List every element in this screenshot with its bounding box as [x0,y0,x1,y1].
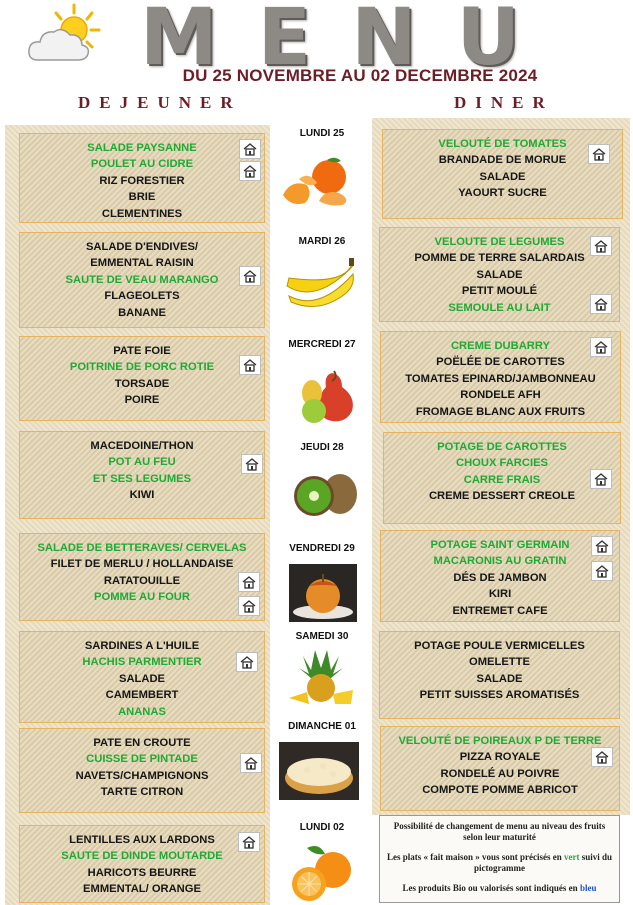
menu-item: BRIE [128,191,156,204]
orange-photo [285,840,357,902]
menu-item: FILET DE MERLU / HOLLANDAISE [50,558,234,571]
menu-item: HACHIS PARMENTIER [82,656,202,669]
title-letter-u: U [456,0,520,83]
homemade-house-icon [588,144,610,164]
menu-item: RONDELÉ AU POIVRE [440,767,560,780]
dinner-menu-box-4 [383,432,621,524]
day-label-mardi-26: MARDI 26 [298,236,346,247]
menu-item: VELOUTÉ DE POIREAUX P DE TERRE [398,735,602,747]
note-organic-blue-word: bleu [579,883,597,893]
lunch-header: DEJEUNER [78,93,242,112]
menu-item: VELOUTE DE LEGUMES [434,236,565,248]
homemade-house-icon [240,753,262,773]
note-homemade-green-word: vert [563,852,580,862]
dinner-menu-box-6 [379,631,620,719]
homemade-house-icon [238,832,260,852]
dinner-menu-box-1 [382,129,623,219]
lunch-menu-box-4 [19,431,265,519]
kiwi-photo [290,470,360,518]
menu-item: POËLÉE DE CAROTTES [436,356,565,369]
day-label-lundi-25: LUNDI 25 [299,128,345,139]
lunch-menu-box-7 [19,728,265,813]
title-letter-m: M [140,0,218,83]
note-fruit-maturity: Possibilité de changement de menu au niveau des fruits selon leur maturité [393,821,606,842]
menu-item: SALADE [479,170,526,183]
menu-item: NAVETS/CHAMPIGNONS [75,769,209,782]
homemade-house-icon [238,572,260,592]
menu-item: CHOUX FARCIES [456,457,548,470]
menu-item: COMPOTE POMME ABRICOT [422,784,578,797]
menu-item: SALADE [476,268,523,281]
menu-item: TORSADE [114,377,170,390]
menu-item: SALADE DE BETTERAVES/ CERVELAS [37,542,247,554]
menu-item: CREME DUBARRY [450,340,551,352]
date-range: DU 25 NOVEMBRE AU 02 DECEMBRE 2024 [182,66,538,85]
menu-item: CREME DESSERT CREOLE [428,490,576,503]
menu-item: RATATOUILLE [103,574,181,587]
menu-item: RIZ FORESTIER [99,174,185,187]
day-label-dimanche-01: DIMANCHE 01 [288,721,356,732]
day-label-samedi-30: SAMEDI 30 [295,631,349,642]
title-letter-e: E [257,0,312,83]
menu-item: PATE FOIE [113,345,171,357]
dinner-menu-box-5 [380,530,620,622]
menu-item: SARDINES A L'HUILE [84,640,200,652]
note-organic [386,883,613,894]
menu-item: SAUTE DE VEAU MARANGO [65,273,219,286]
menu-item: VELOUTÉ DE TOMATES [438,138,567,150]
lunch-menu-box-2 [19,232,265,328]
clementines-photo [279,155,359,207]
homemade-house-icon [239,139,261,159]
menu-item: KIRI [488,588,512,601]
baked-apple-photo [289,564,357,622]
dinner-header: DINER [454,93,554,112]
homemade-house-icon [239,355,261,375]
menu-item: POTAGE DE CAROTTES [437,441,567,453]
lunch-menu-box-1 [19,133,265,223]
lunch-menu-box-5 [19,533,265,621]
homemade-house-icon [590,469,612,489]
menu-item: YAOURT SUCRE [458,187,547,200]
menu-item: SALADE D'ENDIVES/ [85,241,199,253]
menu-item: PATE EN CROUTE [93,737,191,749]
lemon-tart-photo [279,742,359,800]
lunch-menu-box-6 [19,631,265,723]
menu-item: BRANDADE DE MORUE [438,154,567,167]
menu-item: POMME DE TERRE SALARDAIS [414,252,585,265]
homemade-house-icon [590,236,612,256]
menu-item: POIRE [124,394,160,407]
dinner-menu-box-7 [380,726,620,811]
menu-item: EMMENTAL/ ORANGE [83,883,201,896]
menu-item: PIZZA ROYALE [459,751,541,764]
homemade-house-icon [590,294,612,314]
lunch-menu-box-8 [19,825,265,903]
homemade-house-icon [239,161,261,181]
homemade-house-icon [591,561,613,581]
menu-item: DÉS DE JAMBON [453,571,547,584]
homemade-house-icon [239,266,261,286]
menu-item: OMELETTE [469,656,530,669]
note-homemade-pictogram-text: suivi du pictogramme [474,852,613,873]
pears-photo [292,367,360,425]
menu-item: POITRINE DE PORC ROTIE [69,361,215,374]
dinner-menu-box-3 [380,331,621,423]
menu-item: ANANAS [118,705,166,718]
menu-item: CAMEMBERT [105,689,179,702]
homemade-house-icon [241,454,263,474]
menu-item: BANANE [118,306,166,319]
menu-item: ET SES LEGUMES [92,472,192,485]
menu-item: SALADE [119,672,165,685]
pineapple-photo [285,648,357,708]
homemade-house-icon [591,536,613,556]
menu-item: CUISSE DE PINTADE [86,753,198,766]
menu-item: CARRE FRAIS [463,473,541,486]
note-homemade [386,852,613,874]
menu-item: POT AU FEU [108,456,176,469]
homemade-house-icon [236,652,258,672]
menu-item: FLAGEOLETS [104,290,180,303]
note-homemade-text: Les plats « fait maison » vous sont précisés en [386,852,562,862]
homemade-house-icon [590,337,612,357]
homemade-house-icon [591,747,613,767]
menu-item: TOMATES EPINARD/JAMBONNEAU [405,372,596,385]
menu-item: POMME AU FOUR [94,591,190,604]
menu-item: RONDELE AFH [460,389,541,402]
menu-item: TARTE CITRON [100,786,184,799]
menu-item: SALADE PAYSANNE [87,142,197,154]
menu-item: PETIT SUISSES AROMATISÉS [419,689,580,702]
menu-item: MACARONIS AU GRATIN [433,555,567,568]
menu-item: SEMOULE AU LAIT [448,301,551,314]
day-label-lundi-02: LUNDI 02 [299,822,345,833]
menu-item: EMMENTAL RAISIN [90,257,194,270]
menu-item: KIWI [129,489,155,502]
menu-item: POULET AU CIDRE [90,158,194,171]
title-letter-n: N [351,0,417,83]
info-note [379,815,620,903]
menu-item: HARICOTS BEURRE [87,866,197,879]
banana-photo [285,256,357,308]
menu-item: PETIT MOULÉ [461,285,538,298]
lunch-menu-box-3 [19,336,265,421]
menu-item: MACEDOINE/THON [90,440,194,452]
note-organic-text: Les produits Bio ou valorisés sont indiqués en [402,883,578,893]
menu-item: FROMAGE BLANC AUX FRUITS [415,405,586,418]
day-label-mercredi-27: MERCREDI 27 [288,339,356,350]
menu-item: POTAGE SAINT GERMAIN [430,539,570,551]
menu-item: CLEMENTINES [101,207,183,220]
menu-item: LENTILLES AUX LARDONS [69,834,215,846]
menu-item: ENTREMET CAFE [452,604,548,617]
day-label-vendredi-29: VENDREDI 29 [289,543,355,554]
menu-item: SAUTE DE DINDE MOUTARDE [61,850,223,863]
cloud-sun-icon [26,2,102,66]
dinner-menu-box-2 [379,227,620,322]
homemade-house-icon [238,596,260,616]
menu-item: POTAGE POULE VERMICELLES [414,640,585,652]
menu-item: SALADE [476,672,523,685]
day-label-jeudi-28: JEUDI 28 [300,442,344,453]
